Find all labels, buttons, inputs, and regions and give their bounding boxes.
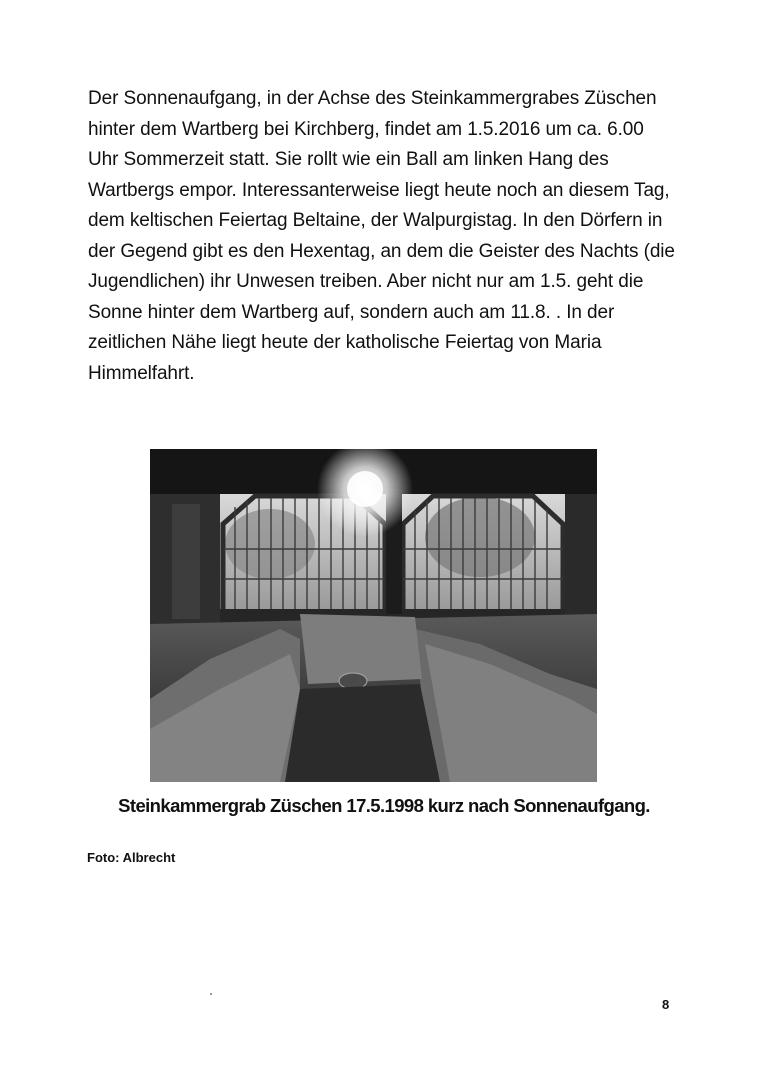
- body-line: Sonne hinter dem Wartberg auf, sondern auch am 11.8. . In der: [88, 301, 615, 323]
- scan-speck: [210, 993, 212, 995]
- body-line: dem keltischen Feiertag Beltaine, der Walpurgistag. In den Dörfern in: [88, 210, 663, 231]
- body-line: Himmelfahrt.: [88, 362, 195, 384]
- photo-credit: Foto: Albrecht: [87, 850, 176, 865]
- body-line: Wartbergs empor. Interessanterweise liegt heute noch an diesem Tag,: [88, 179, 670, 201]
- figure-caption: Steinkammergrab Züschen 17.5.1998 kurz nach Sonnenaufgang.: [118, 795, 650, 816]
- body-line: Jugendlichen) ihr Unwesen treiben. Aber nicht nur am 1.5. geht die: [88, 271, 644, 292]
- body-line: der Gegend gibt es den Hexentag, an dem die Geister des Nachts (die: [88, 240, 675, 262]
- photo-drawing: [150, 449, 597, 782]
- grave-photo: [150, 449, 597, 782]
- page-number: 8: [662, 997, 670, 1012]
- body-line: zeitlichen Nähe liegt heute der katholische Feiertag von Maria: [88, 332, 602, 353]
- body-line: Der Sonnenaufgang, in der Achse des Steinkammergrabes Züschen: [88, 88, 657, 109]
- body-line: Uhr Sommerzeit statt. Sie rollt wie ein Ball am linken Hang des: [88, 149, 609, 170]
- body-line: hinter dem Wartberg bei Kirchberg, findet am 1.5.2016 um ca. 6.00: [88, 118, 644, 140]
- body-paragraph: [88, 84, 675, 389]
